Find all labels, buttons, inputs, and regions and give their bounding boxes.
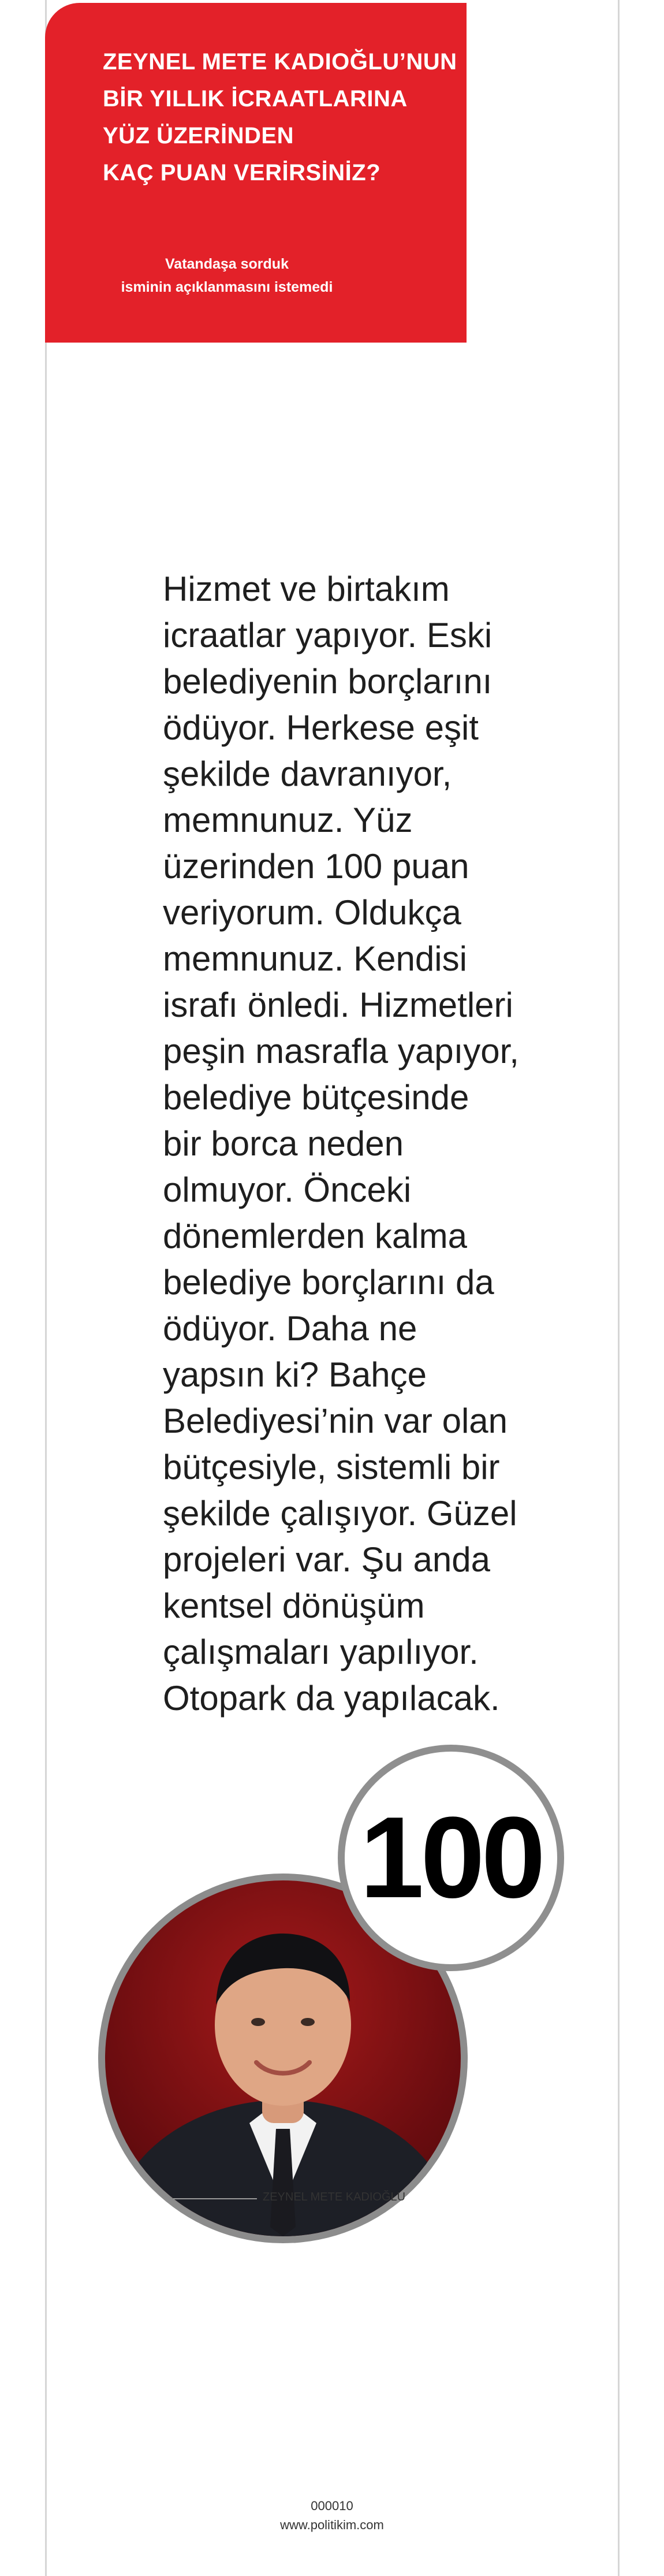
answer-line: ödüyor. Daha ne (163, 1309, 417, 1348)
right-eye (301, 2018, 315, 2026)
answer-line: olmuyor. Önceki (163, 1170, 412, 1209)
caption-divider (173, 2198, 257, 2199)
answer-line: belediyenin borçlarını (163, 662, 493, 701)
citizen-answer (163, 566, 544, 1722)
answer-line: kentsel dönüşüm (163, 1586, 425, 1625)
answer-line: yapsın ki? Bahçe (163, 1355, 427, 1394)
answer-line: şekilde davranıyor, (163, 754, 452, 793)
survey-note (91, 252, 363, 299)
survey-question (103, 43, 457, 191)
question-line: ZEYNEL METE KADIOĞLU’NUN (103, 49, 457, 75)
portrait-caption: ZEYNEL METE KADIOĞLU (263, 2191, 406, 2203)
note-line: isminin açıklanmasını istemedi (121, 279, 333, 295)
score-value: 100 (360, 1793, 542, 1922)
footer-code: 000010 (311, 2499, 353, 2513)
answer-line: icraatlar yapıyor. Eski (163, 616, 493, 655)
answer-line: belediye borçlarını da (163, 1263, 494, 1302)
answer-line: memnunuz. Kendisi (163, 939, 467, 978)
header-banner (45, 3, 467, 343)
answer-line: bütçesiyle, sistemli bir (163, 1448, 500, 1486)
answer-line: israfı önledi. Hizmetleri (163, 986, 513, 1024)
answer-line: Belediyesi’nin var olan (163, 1402, 508, 1440)
answer-line: veriyorum. Oldukça (163, 893, 461, 932)
score-badge (338, 1745, 564, 1971)
answer-line: memnunuz. Yüz (163, 801, 413, 839)
answer-line: projeleri var. Şu anda (163, 1540, 491, 1579)
answer-line: peşin masrafla yapıyor, (163, 1032, 519, 1070)
answer-line: Hizmet ve birtakım (163, 570, 450, 608)
left-eye (251, 2018, 265, 2026)
answer-line: bir borca neden (163, 1124, 404, 1163)
answer-line: Otopark da yapılacak. (163, 1679, 500, 1718)
answer-line: belediye bütçesinde (163, 1078, 469, 1117)
answer-line: ödüyor. Herkese eşit (163, 708, 479, 747)
answer-line: üzerinden 100 puan (163, 847, 469, 886)
question-line: YÜZ ÜZERİNDEN (103, 123, 294, 148)
footer-site: www.politikim.com (280, 2518, 384, 2532)
question-line: KAÇ PUAN VERİRSİNİZ? (103, 160, 381, 185)
answer-line: çalışmaları yapılıyor. (163, 1633, 479, 1671)
score-circle (345, 1752, 557, 1964)
answer-line: dönemlerden kalma (163, 1217, 467, 1255)
question-line: BİR YILLIK İCRAATLARINA (103, 86, 408, 111)
answer-line: şekilde çalışıyor. Güzel (163, 1494, 517, 1533)
note-line: Vatandaşa sorduk (165, 256, 289, 272)
